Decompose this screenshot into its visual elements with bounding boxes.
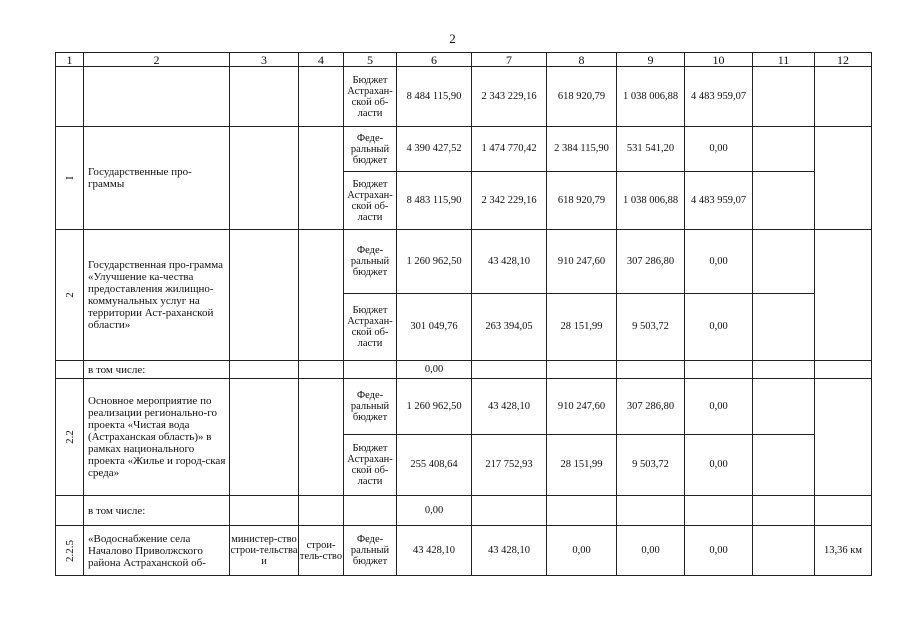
value-cell: 0,00	[685, 435, 753, 496]
program-name: Основное мероприятие по реализации регионально-го проекта «Чистая вода (Астраханская область)» в рамках национального проекта «Жилье и город-ская среда»	[84, 379, 230, 496]
header-cell: 5	[344, 53, 397, 67]
value-cell: 0,00	[685, 127, 753, 172]
value-cell: 4 390 427,52	[397, 127, 472, 172]
row-number-cell	[56, 230, 84, 361]
value-cell: 0,00	[685, 526, 753, 576]
header-row	[56, 53, 872, 67]
row-number: I	[63, 176, 76, 180]
funding-source: Феде-ральный бюджет	[344, 127, 397, 172]
row-number: 2	[63, 292, 76, 298]
value-cell: 9 503,72	[617, 435, 685, 496]
value-cell: 0,00	[685, 294, 753, 361]
header-cell: 9	[617, 53, 685, 67]
header-cell: 1	[56, 53, 84, 67]
value-cell: 618 920,79	[547, 172, 617, 230]
header-cell: 6	[397, 53, 472, 67]
row-number-cell	[56, 526, 84, 576]
value-cell: 43 428,10	[472, 526, 547, 576]
funding-source: Бюджет Астрахан-ской об-ласти	[344, 294, 397, 361]
row-number: 2.2.5	[63, 539, 76, 562]
indicator-cell: 13,36 км	[815, 526, 872, 576]
program-name: «Водоснабжение села Началово Приволжского района Астраханской об-	[84, 526, 230, 576]
value-cell: 4 483 959,07	[685, 67, 753, 127]
value-cell: 1 038 006,88	[617, 67, 685, 127]
value-cell: 1 260 962,50	[397, 230, 472, 294]
table-row	[56, 67, 872, 127]
subtotal-label: в том числе:	[84, 361, 230, 379]
value-cell: 910 247,60	[547, 379, 617, 435]
table-row	[56, 361, 872, 379]
header-cell: 2	[84, 53, 230, 67]
budget-table	[55, 52, 872, 576]
value-cell: 618 920,79	[547, 67, 617, 127]
funding-source: Бюджет Астрахан-ской об-ласти	[344, 172, 397, 230]
header-cell: 12	[815, 53, 872, 67]
funding-source: Феде-ральный бюджет	[344, 526, 397, 576]
value-cell: 217 752,93	[472, 435, 547, 496]
value-cell: 255 408,64	[397, 435, 472, 496]
value-cell: 0,00	[685, 379, 753, 435]
funding-source: Феде-ральный бюджет	[344, 230, 397, 294]
value-cell: 1 038 006,88	[617, 172, 685, 230]
program-name: Государственная про-грамма «Улучшение ка-чества предоставления жилищно-коммунальных услуг на территории Аст-раханской области»	[84, 230, 230, 361]
subtotal-label: в том числе:	[84, 496, 230, 526]
value-cell: 531 541,20	[617, 127, 685, 172]
value-cell: 301 049,76	[397, 294, 472, 361]
value-cell: 2 342 229,16	[472, 172, 547, 230]
header-cell: 4	[299, 53, 344, 67]
value-cell: 910 247,60	[547, 230, 617, 294]
program-name: Государственные про-граммы	[84, 127, 230, 230]
value-cell: 43 428,10	[472, 379, 547, 435]
table-row	[56, 379, 872, 435]
table-row	[56, 526, 872, 576]
row-number-cell	[56, 127, 84, 230]
funding-source: Бюджет Астрахан-ской об-ласти	[344, 67, 397, 127]
value-cell: 9 503,72	[617, 294, 685, 361]
row-number-cell	[56, 379, 84, 496]
funding-source: Бюджет Астрахан-ской об-ласти	[344, 435, 397, 496]
executor-cell: министер-ство строи-тельства и	[230, 526, 299, 576]
value-cell: 0,00	[397, 496, 472, 526]
value-cell: 0,00	[617, 526, 685, 576]
value-cell: 28 151,99	[547, 294, 617, 361]
value-cell: 2 343 229,16	[472, 67, 547, 127]
value-cell: 0,00	[397, 361, 472, 379]
value-cell: 8 484 115,90	[397, 67, 472, 127]
value-cell: 1 474 770,42	[472, 127, 547, 172]
value-cell: 307 286,80	[617, 230, 685, 294]
table-row	[56, 230, 872, 294]
table-row	[56, 496, 872, 526]
funding-source: Феде-ральный бюджет	[344, 379, 397, 435]
value-cell: 28 151,99	[547, 435, 617, 496]
activity-cell: строи-тель-ство	[299, 526, 344, 576]
header-cell: 3	[230, 53, 299, 67]
row-number: 2.2	[63, 430, 76, 444]
value-cell: 2 384 115,90	[547, 127, 617, 172]
header-cell: 8	[547, 53, 617, 67]
header-cell: 11	[753, 53, 815, 67]
header-cell: 10	[685, 53, 753, 67]
value-cell: 4 483 959,07	[685, 172, 753, 230]
value-cell: 1 260 962,50	[397, 379, 472, 435]
header-cell: 7	[472, 53, 547, 67]
value-cell: 8 483 115,90	[397, 172, 472, 230]
value-cell: 43 428,10	[472, 230, 547, 294]
value-cell: 0,00	[547, 526, 617, 576]
value-cell: 0,00	[685, 230, 753, 294]
table-row	[56, 127, 872, 172]
page-number: 2	[449, 31, 456, 46]
value-cell: 307 286,80	[617, 379, 685, 435]
value-cell: 43 428,10	[397, 526, 472, 576]
value-cell: 263 394,05	[472, 294, 547, 361]
